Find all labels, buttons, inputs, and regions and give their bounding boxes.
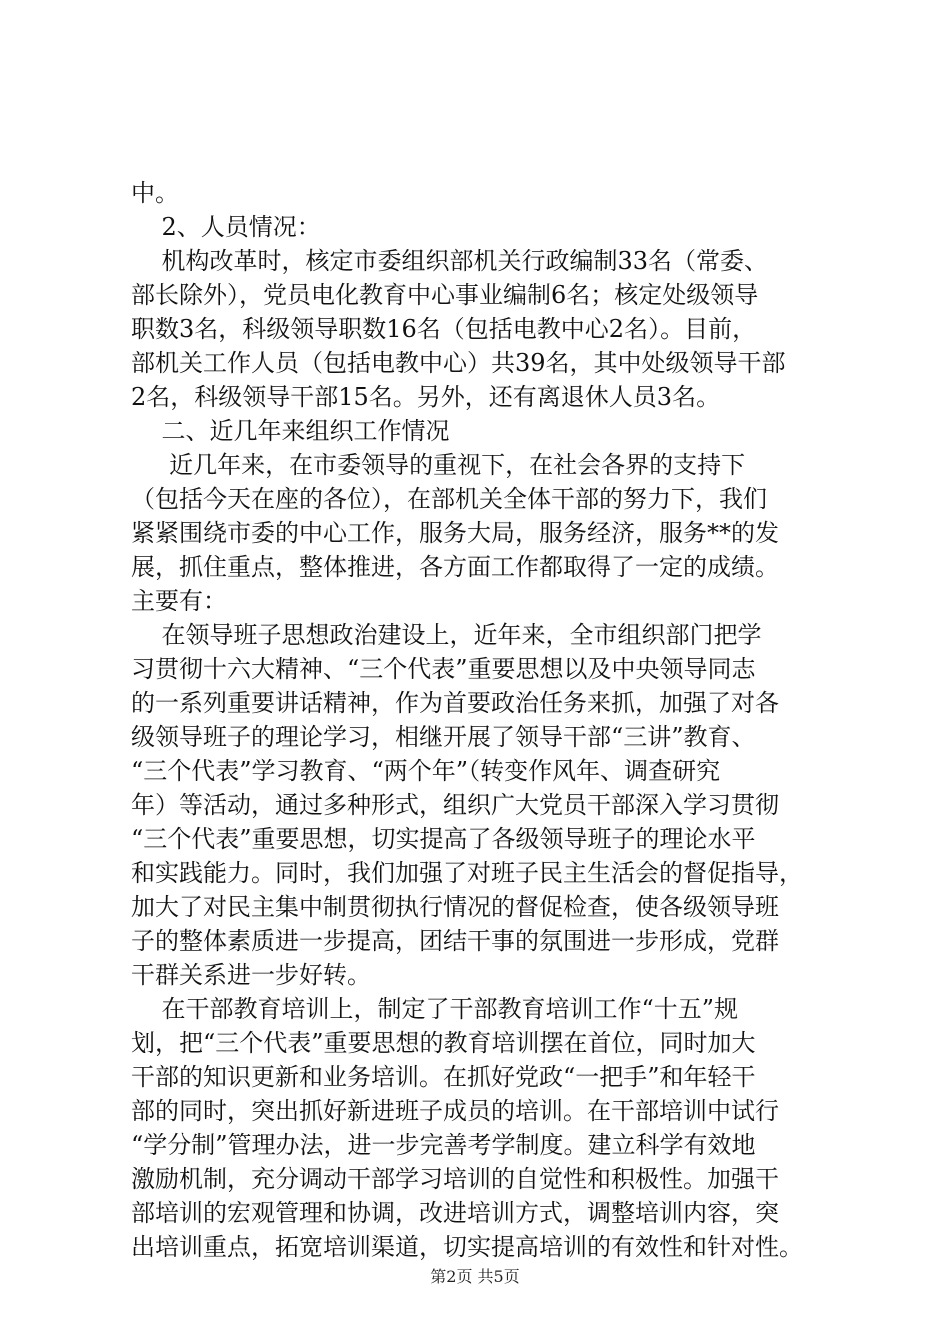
text-line: 的一系列重要讲话精神，作为首要政治任务来抓，加强了对各 — [131, 689, 779, 717]
text-line: “学分制”管理办法，进一步完善考学制度。建立科学有效地 — [131, 1131, 756, 1159]
text-line: 级领导班子的理论学习，相继开展了领导干部“三讲”教育、 — [131, 723, 756, 751]
text-line: 二、近几年来组织工作情况 — [131, 417, 450, 445]
text-line: 部的同时，突出抓好新进班子成员的培训。在干部培训中试行 — [131, 1097, 779, 1125]
text-line: 加大了对民主集中制贯彻执行情况的督促检查，使各级领导班 — [131, 893, 779, 921]
text-line: 年）等活动，通过多种形式，组织广大党员干部深入学习贯彻 — [131, 791, 779, 819]
text-line: 展，抓住重点，整体推进，各方面工作都取得了一定的成绩。 — [131, 553, 779, 581]
text-line: 主要有： — [131, 587, 227, 615]
text-line: 部长除外），党员电化教育中心事业编制6名；核定处级领导 — [131, 281, 759, 309]
text-line: 机构改革时，核定市委组织部机关行政编制33名（常委、 — [131, 247, 769, 275]
text-line: 在领导班子思想政治建设上，近年来，全市组织部门把学 — [131, 621, 762, 649]
text-line: 部机关工作人员（包括电教中心）共39名，其中处级领导干部 — [131, 349, 786, 377]
text-line: 2名，科级领导干部15名。另外，还有离退休人员3名。 — [131, 383, 721, 411]
body-text — [131, 176, 831, 1264]
text-line: 紧紧围绕市委的中心工作，服务大局，服务经济，服务**的发 — [131, 519, 779, 547]
text-line: 近几年来，在市委领导的重视下，在社会各界的支持下 — [131, 451, 746, 479]
text-line: 干群关系进一步好转。 — [131, 961, 371, 989]
text-line: 2、人员情况： — [131, 213, 321, 241]
text-line: （包括今天在座的各位），在部机关全体干部的努力下，我们 — [131, 485, 767, 513]
text-line: 中。 — [131, 179, 179, 207]
text-line: 划，把“三个代表”重要思想的教育培训摆在首位，同时加大 — [131, 1029, 756, 1057]
text-line: “三个代表”重要思想，切实提高了各级领导班子的理论水平 — [131, 825, 756, 853]
text-line: 在干部教育培训上，制定了干部教育培训工作“十五”规 — [131, 995, 739, 1023]
text-line: “三个代表”学习教育、“两个年”（转变作风年、调查研究 — [131, 757, 721, 785]
text-line: 和实践能力。同时，我们加强了对班子民主生活会的督促指导， — [131, 859, 803, 887]
text-line: 激励机制，充分调动干部学习培训的自觉性和积极性。加强干 — [131, 1165, 779, 1193]
text-line: 出培训重点，拓宽培训渠道，切实提高培训的有效性和针对性。 — [131, 1233, 803, 1261]
text-line: 职数3名，科级领导职数16名（包括电教中心2名）。目前， — [131, 315, 757, 343]
page-footer: 第2页 共5页 — [430, 1267, 520, 1286]
text-line: 习贯彻十六大精神、“三个代表”重要思想以及中央领导同志 — [131, 655, 756, 683]
text-line: 子的整体素质进一步提高，团结干事的氛围进一步形成，党群 — [131, 927, 779, 955]
text-line: 干部的知识更新和业务培训。在抓好党政“一把手”和年轻干 — [131, 1063, 756, 1091]
text-line: 部培训的宏观管理和协调，改进培训方式，调整培训内容，突 — [131, 1199, 779, 1227]
